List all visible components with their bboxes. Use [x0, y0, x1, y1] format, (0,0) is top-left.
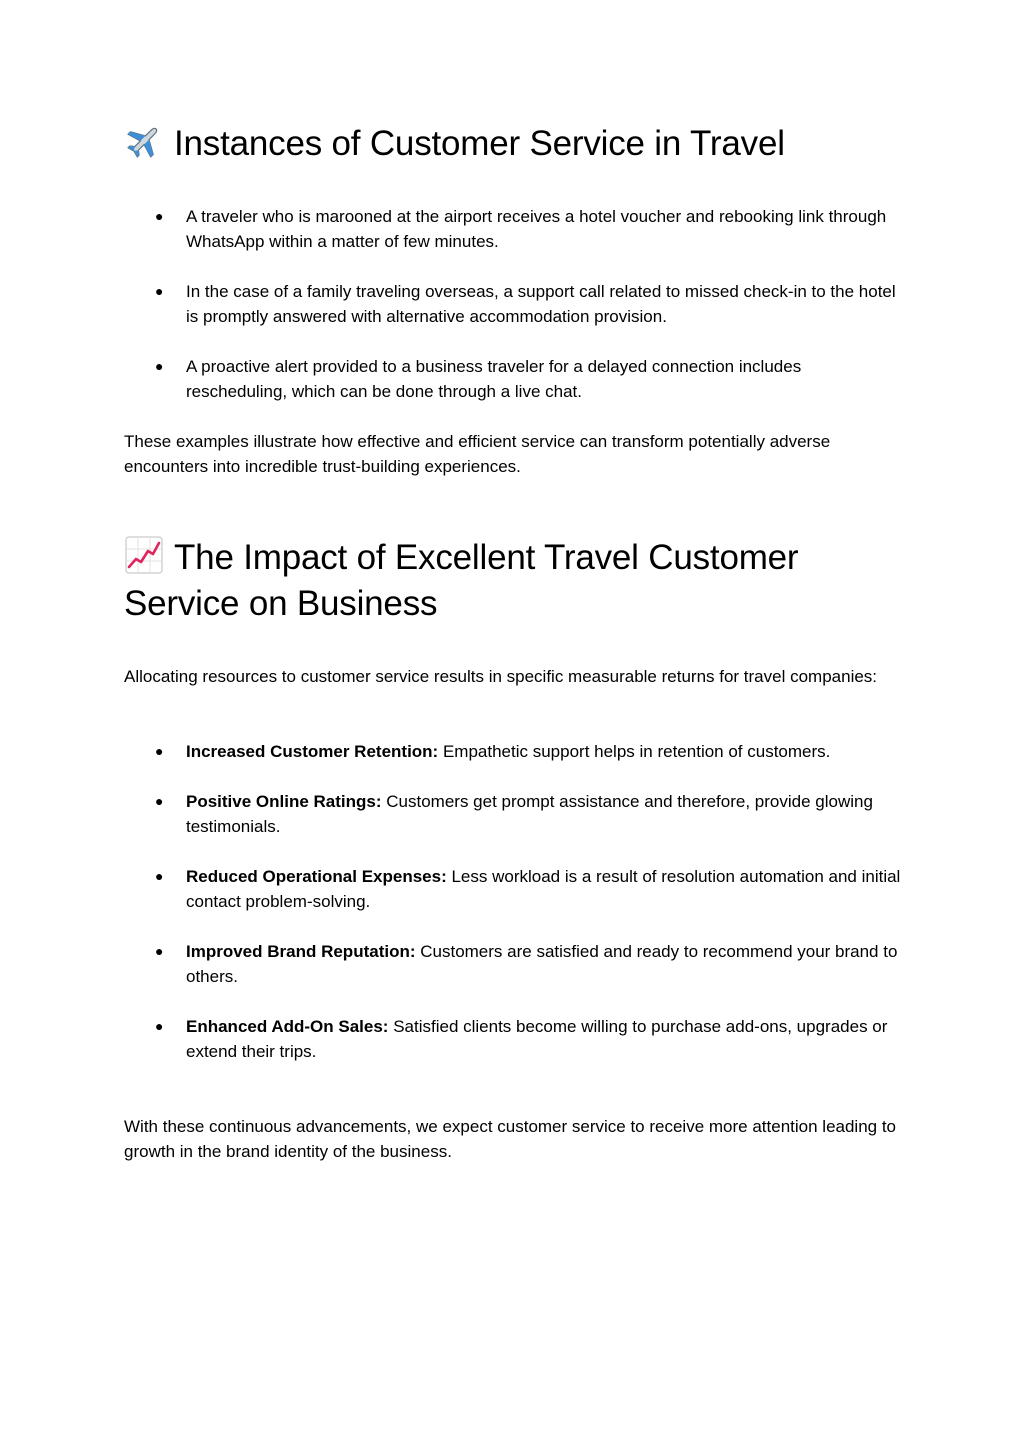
bullet-icon: ● [155, 868, 164, 884]
list-item-text: A traveler who is marooned at the airport receives a hotel voucher and rebooking link through WhatsApp within a matter of few minutes. [186, 207, 887, 251]
bullet-icon: ● [155, 793, 164, 809]
bullet-icon: ● [155, 208, 164, 224]
list-item-text: Less workload is a result of resolution automation and initial contact problem-solving. [186, 867, 901, 911]
list-item-term: Enhanced Add-On Sales: [186, 1017, 389, 1036]
list-item [124, 739, 904, 764]
section2-title: The Impact of Excellent Travel Customer Service on Business [124, 538, 799, 623]
section1-heading [124, 121, 904, 167]
bullet-icon: ● [155, 743, 164, 759]
bullet-icon: ● [155, 1018, 164, 1034]
airplane-icon [124, 121, 164, 161]
list-item [124, 279, 904, 329]
list-item-text: Empathetic support helps in retention of customers. [438, 742, 831, 761]
list-item [124, 204, 904, 254]
section1-closing: These examples illustrate how effective and efficient service can transform potentially adverse encounters into incredible trust-building experiences. [124, 432, 831, 476]
bullet-icon: ● [155, 283, 164, 299]
section2-intro: Allocating resources to customer service results in specific measurable returns for travel companies: [124, 667, 878, 686]
list-item-text: Satisfied clients become willing to purchase add-ons, upgrades or extend their trips. [186, 1017, 888, 1061]
list-item [124, 789, 904, 839]
list-item-text: A proactive alert provided to a business traveler for a delayed connection includes rescheduling, which can be done through a live chat. [186, 357, 802, 401]
list-item-text: Customers get prompt assistance and therefore, provide glowing testimonials. [186, 792, 873, 836]
bullet-icon: ● [155, 358, 164, 374]
bullet-icon: ● [155, 943, 164, 959]
list-item-term: Reduced Operational Expenses: [186, 867, 447, 886]
section1-list [124, 204, 904, 404]
section2-list [124, 739, 904, 1064]
list-item-term: Improved Brand Reputation: [186, 942, 416, 961]
list-item [124, 939, 904, 989]
section1-title: Instances of Customer Service in Travel [174, 124, 785, 163]
list-item-text: In the case of a family traveling overseas, a support call related to missed check-in to the hotel is promptly answered with alternative accommodation provision. [186, 282, 896, 326]
section2-closing: With these continuous advancements, we expect customer service to receive more attention leading to growth in the brand identity of the business. [124, 1117, 897, 1161]
list-item-text: Customers are satisfied and ready to recommend your brand to others. [186, 942, 898, 986]
list-item-term: Increased Customer Retention: [186, 742, 439, 761]
list-item [124, 864, 904, 914]
chart-increasing-icon [124, 535, 164, 575]
list-item [124, 1014, 904, 1064]
list-item-term: Positive Online Ratings: [186, 792, 382, 811]
section2-heading [124, 535, 904, 627]
list-item [124, 354, 904, 404]
